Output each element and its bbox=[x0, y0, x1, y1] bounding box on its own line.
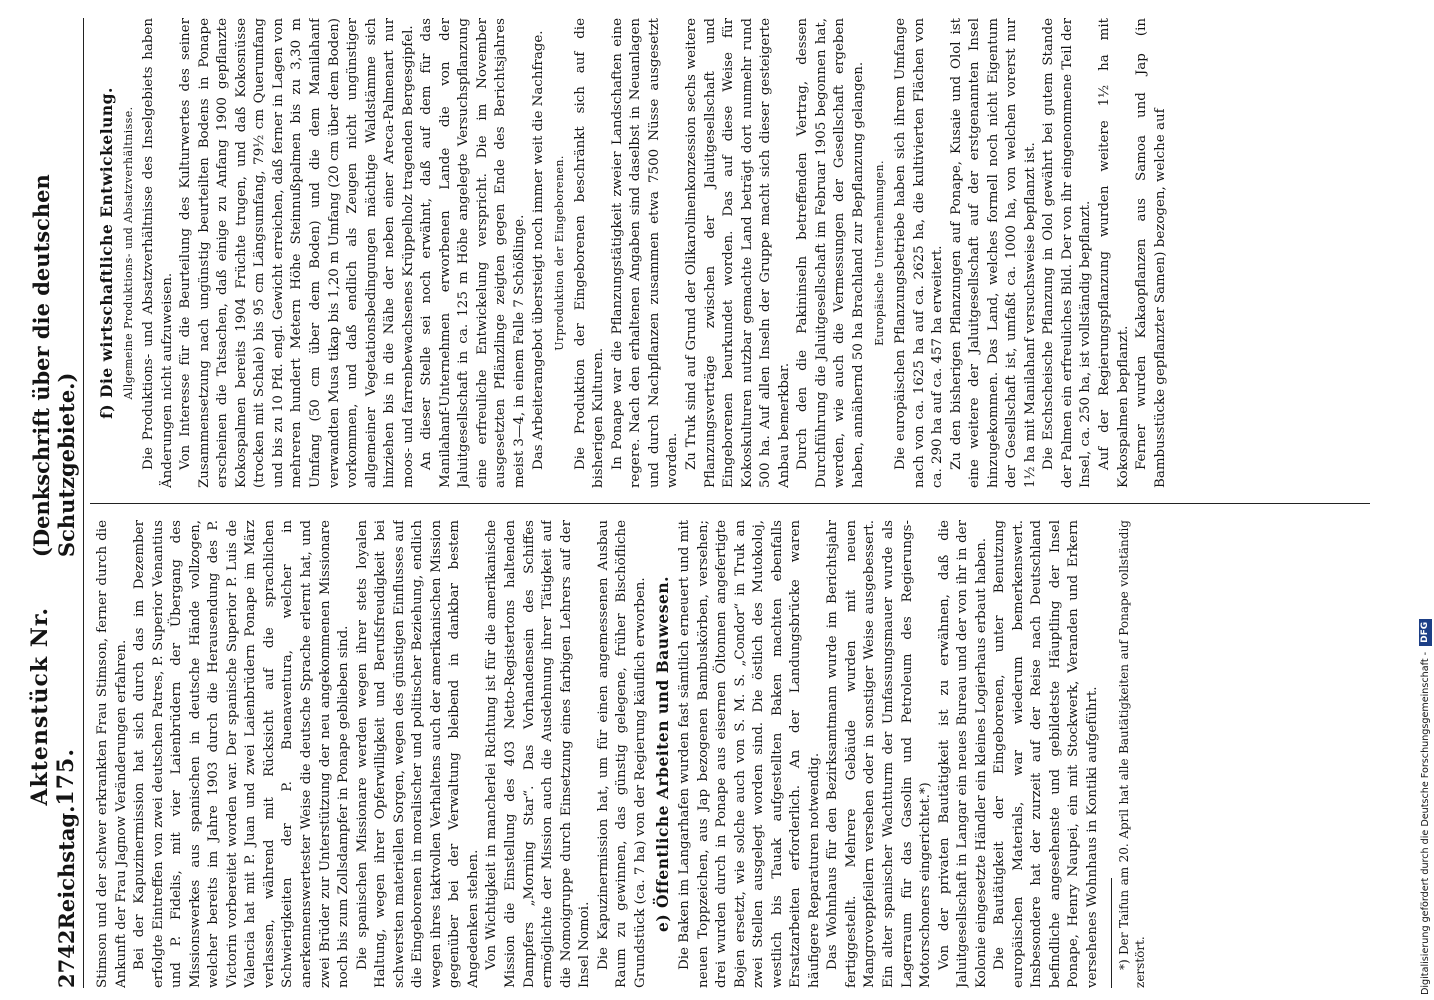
paragraph: An dieser Stelle sei noch erwähnt, daß auf dem für das Manilahanf-Unternehmen erworbenen Lande die von der Jaluitgesellschaft in ca. 125 m Höhe angelegte Versuchspflanzung eine erfreuliche Entwickelung verspricht. Die im November ausgesetzten Pflänzlinge zeigten gegen Ende des Berichtsjahres meist 3—4, in einem Falle 7 Schößlinge. bbox=[419, 18, 528, 488]
paragraph: Von der privaten Bautätigkeit ist zu erwähnen, daß die Jaluitgesellschaft in Langar ein neues Bureau und der von ihr in der Kolonie eingesetzte Händler ein kleines Logierhaus erbaut haben. bbox=[936, 520, 989, 988]
paragraph: Von Wichtigkeit in mancherlei Richtung ist für die amerikanische Mission die Einstellung des 403 Netto-Registertons haltenden Dampfers „Morning Star“. Das Vorhandensein des Schiffes ermöglichte der Mission auch die Ausdehnung ihrer Tätigkeit auf die Nomoigruppe durch Einsetzung eines farbigen Lehrers auf der Insel Nomoi. bbox=[484, 520, 593, 988]
header-left-title: Reichstag. bbox=[54, 805, 79, 930]
page-header bbox=[27, 18, 84, 988]
paragraph: Zu den bisherigen Pflanzungen auf Ponape, Kusaie und Olol ist eine weitere der Jaluitgesellschaft auf der erstgenannten Insel hinzugekommen. Das Land, welches formell noch nicht Eigentum der Gesellschaft ist, umfaßt ca. 1000 ha, von welchen vorerst nur 1½ ha mit Manilahanf versuchsweise bepflanzt ist. bbox=[948, 18, 1038, 488]
paragraph: Bei der Kapuzinermission hat sich durch das im Dezember erfolgte Eintreffen von zwei deutschen Patres, P. Superior Venantius und P. Fidelis, mit vier Laienbrüdern der Übergang des Missionswerkes aus spanischen in deutsche Hände vollzogen, welcher bereits im Jahre 1903 durch die Herausendung des P. Victorin vorbereitet worden war. Der spanische Superior P. Luis de Valencia hat mit P. Juan und zwei Laienbrüdern Ponape im März verlassen, während mit Rücksicht auf die sprachlichen Schwierigkeiten der P. Buenaventura, welcher in anerkennenswertester Weise die deutsche Sprache erlernt hat, und zwei Brüder zur Unterstützung der neu angekommenen Missionare noch bis zum Zollsdampfer in Ponape geblieben sind. bbox=[132, 520, 352, 988]
footnote: *) Der Taifun am 20. April hat alle Bautätigkeiten auf Ponape vollständig zerstört. bbox=[1116, 520, 1147, 988]
paragraph: Auf der Regierungspflanzung wurden weitere 1½ ha mit Kokospalmen bepflanzt. bbox=[1096, 18, 1131, 488]
paragraph: Durch den die Pakininseln betreffenden Vertrag, dessen Durchführung die Jaluitgesellschaft im Februar 1905 begonnen hat, werden, wie auch die Vermessungen der Gesellschaft ergeben haben, annähernd 50 ha Brachland zur Bepflanzung gelangen. bbox=[795, 18, 866, 488]
paragraph: Die Baken im Langarhafen wurden fast sämtlich erneuert und mit neuen Toppzeichen, aus Jap bezogenen Bambuskörben, versehen; drei wurden durch in Ponape aus eisernen Öltonnen angefertigte Bojen ersetzt, wie solche auch von S. M. S. „Condor“ in Truk an zwei Stellen ausgelegt worden sind. Die östlich des Mutokoloj, westlich bis Tauak aufgestellten Baken machten ebenfalls Ersatzarbeiten erforderlich. An der Landungsbrücke waren häufigere Reparaturen notwendig. bbox=[676, 520, 822, 988]
subheading: Europäische Unternehmungen. bbox=[873, 160, 887, 346]
paragraph: Das Wohnhaus für den Bezirksamtmann wurde im Berichtsjahr fertiggestellt. Mehrere Gebäude wurden mit neuen Mangroveppfeilern versehen oder in sonstiger Weise ausgebessert. Ein alter spanischer Wachtturm der Umfassungsmauer wurde als Lagerraum für das Gasolin und Petroleum des Regierungs-Motorschoners eingerichtet.*) bbox=[825, 520, 934, 988]
header-center-title: Aktenstück Nr. 175. bbox=[27, 606, 79, 806]
paragraph: Die Produktion der Eingeborenen beschränkt sich auf die bisherigen Kulturen. bbox=[572, 18, 607, 488]
subheading: Allgemeine Produktions- und Absatzverhältnisse. bbox=[121, 106, 135, 400]
section-heading-f: f) Die wirtschaftliche Entwickelung. bbox=[97, 87, 116, 419]
paragraph: Von Interesse für die Beurteilung des Kulturwertes des seiner Zusammensetzung nach ungünstig beurteilten Bodens in Ponape erscheinen die Tatsachen, daß einige zu Anfang 1900 gepflanzte Kokospalmen bereits 1904 Früchte trugen, und daß Kokosnüsse (trocken mit Schale) bis 95 cm Längsumfang, 79½ cm Querumfang und bis zu 10 Pfd. engl. Gewicht erreichen, daß ferner in Lagen von mehreren hundert Metern Höhe Steinnußpalmen bis zu 3,30 m Umfang (50 cm über dem Boden) und die dem Manilahanf verwandten Musa tikap bis 1,20 m Umfang (20 cm über dem Boden) vorkommen, und daß endlich als Zeugen nicht ungünstiger allgemeiner Vegetationsbedingungen mächtige Waldstämme sich hinziehen bis in die Nähe der neben einer Areca-Palmenart nur moos- und farrenbewachsenes Krüppelholz tragenden Bergesgipfel. bbox=[178, 18, 416, 488]
header-right-title: (Denkschrift über die deutschen Schutzgebiete.) bbox=[29, 174, 79, 558]
section-heading-e: e) Öffentliche Arbeiten und Bauwesen. bbox=[653, 575, 673, 933]
paragraph: Die europäischen Pflanzungsbetriebe haben sich ihrem Umfange nach von ca. 1625 ha auf ca. 2625 ha, die kultivierten Flächen von ca. 290 ha auf ca. 457 ha erweitert. bbox=[892, 18, 946, 488]
left-column bbox=[94, 520, 1374, 988]
footnote-rule bbox=[1111, 878, 1112, 988]
paragraph: Die Produktions- und Absatzverhältnisse des Inselgebiets haben Änderungen nicht aufzuweisen. bbox=[141, 18, 175, 488]
paragraph: Die Kapuzinermission hat, um für einen angemessenen Ausbau Raum zu gewinnen, das günstig gelegene, früher Bischöfliche Grundstück (ca. 7 ha) von der Regierung käuflich erworben. bbox=[595, 520, 648, 988]
page-number: 2742 bbox=[54, 929, 79, 988]
paragraph: Die spanischen Missionare werden wegen ihrer stets loyalen Haltung, wegen ihrer Opferwilligkeit und Berufsfreudigkeit bei schwersten materiellen Sorgen, wegen des günstigen Einflusses auf die Eingeborenen in moralischer und politischer Beziehung, endlich wegen ihres taktvollen Verhaltens auch der amerikanischen Mission gegenüber bei der Verwaltung bleibend in dankbar bestem Angedenken stehen. bbox=[354, 520, 481, 988]
column-divider bbox=[90, 503, 1370, 504]
paragraph: Ferner wurden Kakaopflanzen aus Samoa und Jap (in Bambusstücke gepflanzter Samen) bezogen, welche auf bbox=[1134, 18, 1168, 488]
subheading: Urproduktion der Eingeborenen. bbox=[553, 155, 567, 351]
rotated-document bbox=[27, 18, 1383, 988]
paragraph: Zu Truk sind auf Grund der Olikarolinenkonzession sechs weitere Pflanzungsverträge zwischen der Jaluitgesellschaft und Eingeborenen beurkundet worden. Das auf diese Weise für Kokoskulturen nutzbar gemachte Land beträgt dort nunmehr rund 500 ha. Auf allen Inseln der Gruppe macht sich dieser gesteigerte Anbau bemerkbar. bbox=[683, 18, 792, 488]
paragraph: Das Arbeiterangebot übersteigt noch immer weit die Nachfrage. bbox=[530, 30, 546, 470]
paragraph: Stimson und der schwer erkrankten Frau Stimson, ferner durch die Ankunft der Frau Jagnow Veränderungen erfahren. bbox=[95, 520, 129, 988]
paragraph: Die Eschscheische Pflanzung in Olol gewährt bei gutem Stande der Palmen ein erfreuliches Bild. Der von ihr eingenommene Teil der Insel, ca. 250 ha, ist vollständig bepflanzt. bbox=[1041, 18, 1094, 488]
paragraph: Die Bautätigkeit der Eingeborenen, unter Benutzung europäischen Materials, war wiederum bemerkenswert. Insbesondere hat der zurzeit auf der Reise nach Deutschland befindliche angesehenste und gebildetste Häuptling der Insel Ponape, Henry Naupei, ein mit Stockwerk, Veranden und Erkern versehenes Wohnhaus in Kontiki aufgeführt. bbox=[992, 520, 1100, 988]
digitization-credit bbox=[1418, 5, 1432, 995]
credit-text: Digitalisierung gefördert durch die Deutsche Forschungsgemeinschaft - bbox=[1419, 651, 1431, 995]
right-column bbox=[94, 18, 1374, 488]
dfg-logo-icon: DFG bbox=[1419, 619, 1432, 646]
paragraph: In Ponape war die Pflanzungstätigkeit zweier Landschaften eine regere. Nach den erhaltenen Angaben sind daselbst in Neuanlagen und durch Nachpflanzen zusammen etwa 7500 Nüsse ausgesetzt worden. bbox=[609, 18, 681, 488]
